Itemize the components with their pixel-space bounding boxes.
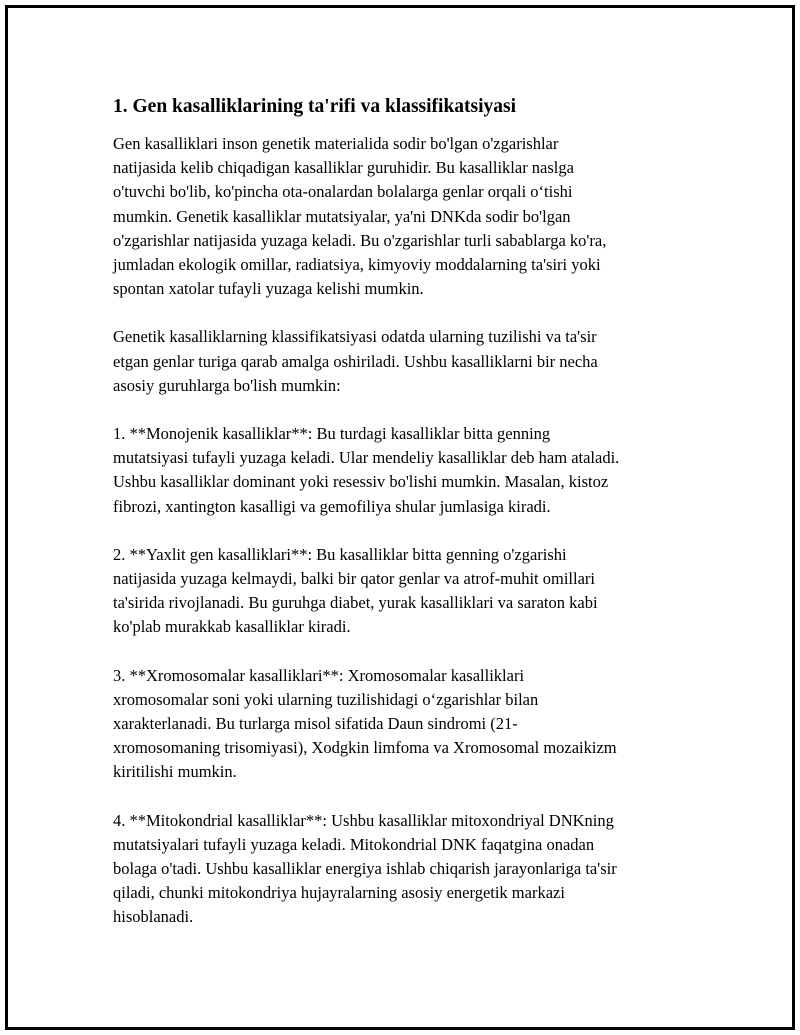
- text-line: o'zgarishlar natijasida yuzaga keladi. Bu o'zgarishlar turli sabablarga ko'ra,: [113, 230, 607, 250]
- text-line: ko'plab murakkab kasalliklar kiradi.: [113, 617, 351, 637]
- text-line: ta'sirida rivojlanadi. Bu guruhga diabet, yurak kasalliklari va saraton kabi: [113, 593, 598, 613]
- text-line: mumkin. Genetik kasalliklar mutatsiyalar, ya'ni DNKda sodir bo'lgan: [113, 206, 571, 226]
- text-line: spontan xatolar tufayli yuzaga kelishi mumkin.: [113, 279, 424, 299]
- text-line: kiritilishi mumkin.: [113, 762, 237, 782]
- text-line: Gen kasalliklari inson genetik materialida sodir bo'lgan o'zgarishlar: [113, 134, 559, 153]
- paragraph-intro: [113, 132, 693, 301]
- text-line: mutatsiyalari tufayli yuzaga keladi. Mitokondrial DNK faqatgina onadan: [113, 834, 595, 854]
- list-item-polygenic: [113, 543, 693, 640]
- text-line: hisoblanadi.: [113, 907, 194, 927]
- text-line: 3. **Xromosomalar kasalliklari**: Xromosomalar kasalliklari: [113, 665, 525, 685]
- text-line: qiladi, chunki mitokondriya hujayralarning asosiy energetik markazi: [113, 883, 565, 903]
- document-body: [113, 90, 693, 954]
- text-line: jumladan ekologik omillar, radiatsiya, kimyoviy moddalarning ta'siri yoki: [113, 255, 601, 275]
- text-line: xromosomalar soni yoki ularning tuzilishidagi o‘zgarishlar bilan: [113, 689, 539, 709]
- text-line: mutatsiyasi tufayli yuzaga keladi. Ular mendeliy kasalliklar deb ham ataladi.: [113, 448, 620, 468]
- list-item-chromosomal: [113, 664, 693, 785]
- paragraph-classification: [113, 325, 693, 398]
- list-item-monogenic: [113, 422, 693, 519]
- text-line: xarakterlanadi. Bu turlarga misol sifatida Daun sindromi (21-: [113, 714, 518, 734]
- text-line: natijasida kelib chiqadigan kasalliklar guruhidir. Bu kasalliklar naslga: [113, 158, 574, 178]
- text-line: Ushbu kasalliklar dominant yoki resessiv bo'lishi mumkin. Masalan, kistoz: [113, 472, 609, 492]
- text-line: Genetik kasalliklarning klassifikatsiyasi odatda ularning tuzilishi va ta'sir: [113, 327, 597, 347]
- text-line: natijasida yuzaga kelmaydi, balki bir qator genlar va atrof-muhit omillari: [113, 569, 596, 589]
- text-line: 2. **Yaxlit gen kasalliklari**: Bu kasalliklar bitta genning o'zgarishi: [113, 544, 567, 564]
- text-line: fibrozi, xantington kasalligi va gemofiliya shular jumlasiga kiradi.: [113, 496, 551, 516]
- text-line: etgan genlar turiga qarab amalga oshiriladi. Ushbu kasalliklarni bir necha: [113, 351, 598, 371]
- document-title: 1. Gen kasalliklarining ta'rifi va klassifikatsiyasi: [113, 96, 517, 117]
- text-line: 4. **Mitokondrial kasalliklar**: Ushbu kasalliklar mitoxondriyal DNKning: [113, 810, 614, 830]
- text-line: bolaga o'tadi. Ushbu kasalliklar energiya ishlab chiqarish jarayonlariga ta'sir: [113, 859, 617, 879]
- list-item-mitochondrial: [113, 809, 693, 930]
- text-line: asosiy guruhlarga bo'lish mumkin:: [113, 375, 341, 395]
- text-line: 1. **Monojenik kasalliklar**: Bu turdagi kasalliklar bitta genning: [113, 424, 551, 444]
- text-line: xromosomaning trisomiyasi), Xodgkin limfoma va Xromosomal mozaikizm: [113, 738, 617, 758]
- text-line: o'tuvchi bo'lib, ko'pincha ota-onalardan bolalarga genlar orqali o‘tishi: [113, 182, 573, 202]
